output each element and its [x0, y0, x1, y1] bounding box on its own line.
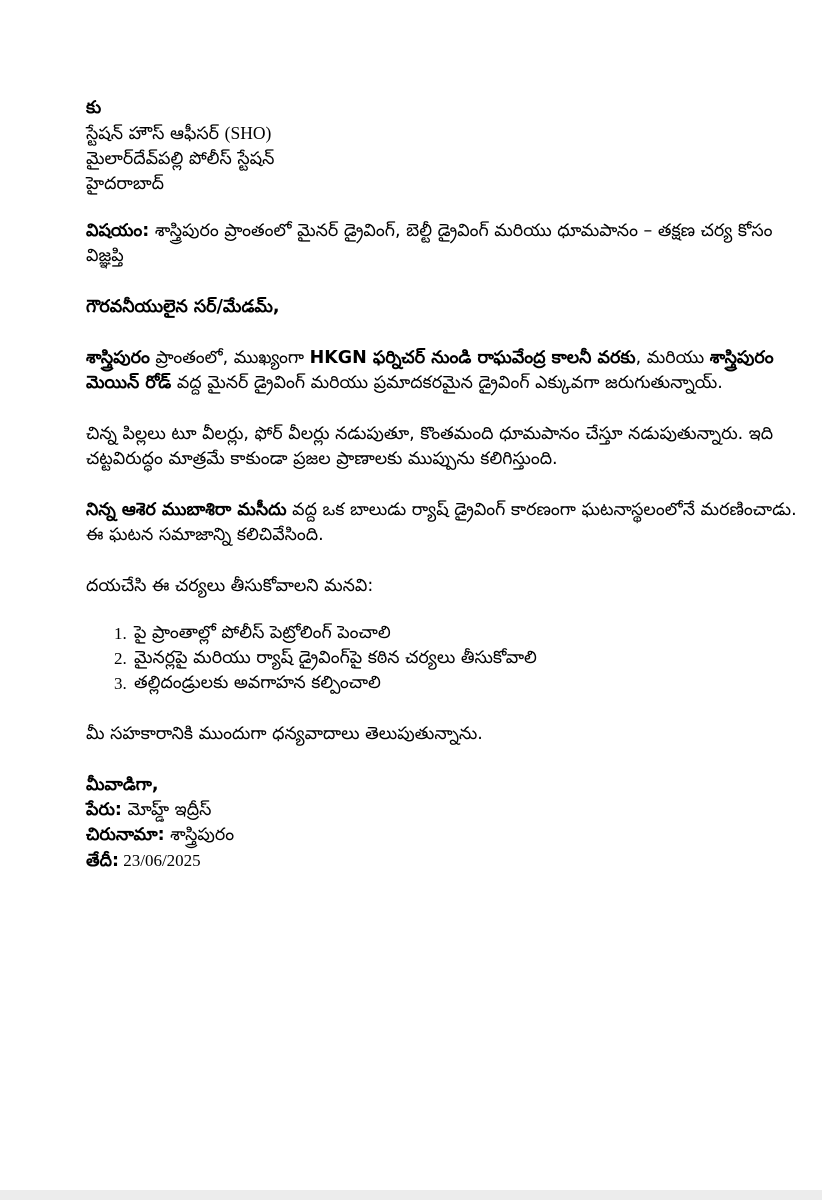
recipient-block	[86, 96, 802, 197]
signature-closing: మీవాడిగా,	[86, 775, 159, 795]
subject-label: విషయం:	[86, 221, 150, 241]
list-text: తల్లిదండ్రులకు అవగాహన కల్పించాలి	[134, 673, 381, 693]
date-label: తేదీ:	[86, 851, 119, 871]
salutation: గౌరవనీయులైన సర్/మేడమ్,	[86, 297, 280, 317]
thanks-line: మీ సహకారానికి ముందుగా ధన్యవాదాలు తెలుపుతున్నాను.	[86, 724, 483, 744]
p1-text-3: వద్ద మైనర్ డ్రైవింగ్ మరియు ప్రమాదకరమైన డ్రైవింగ్ ఎక్కువగా జరుగుతున్నాయ్.	[171, 373, 723, 393]
p1-bold-1: శాస్త్రిపురం	[86, 348, 150, 368]
signature-name	[86, 798, 802, 823]
p1-text-2: , మరియు	[635, 348, 710, 368]
p3-bold-1: నిన్న ఆశెర ముబాశిరా మసీదు	[86, 500, 287, 520]
list-number: 1.	[114, 624, 127, 643]
subject-text: శాస్త్రిపురం ప్రాంతంలో మైనర్ డ్రైవింగ్, బెల్టీ డ్రైవింగ్ మరియు ధూమపానం – తక్షణ చర్య కోసం విజ్ఞప్తి	[86, 221, 773, 266]
list-number: 3.	[114, 674, 127, 693]
paragraph-1	[86, 346, 802, 396]
recipient-line-1	[86, 121, 802, 147]
page-bottom-edge	[0, 1190, 822, 1200]
paragraph-2: చిన్న పిల్లలు టూ వీలర్లు, ఫోర్ వీలర్లు నడుపుతూ, కొంతమంది ధూమపానం చేస్తూ నడుపుతున్నారు. ఇది చట్టవిరుద్ధం మాత్రమే కాకుండా ప్రజల ప్రాణాలకు ముప్పును కలిగిస్తుంది.	[86, 424, 774, 469]
list-item	[114, 621, 802, 646]
signature-address	[86, 823, 802, 848]
address-value: శాస్త్రిపురం	[164, 825, 235, 845]
paragraph-3	[86, 498, 802, 548]
list-text: మైనర్లపై మరియు ర్యాష్ డ్రైవింగ్‌పై కఠిన చర్యలు తీసుకోవాలి	[134, 648, 537, 668]
address-label: చిరునామా:	[86, 825, 165, 845]
p1-bold-2: HKGN ఫర్నిచర్ నుండి రాఘవేంద్ర కాలనీ వరకు	[309, 348, 636, 368]
subject-block	[86, 219, 802, 269]
signature-block	[86, 773, 802, 874]
recipient-line-2: మైలార్‌దేవ్‌పల్లి పోలీస్ స్టేషన్	[86, 149, 275, 169]
letter-body	[86, 96, 802, 874]
list-item	[114, 671, 802, 696]
recipient-office: స్టేషన్ హౌస్ ఆఫీసర్	[86, 124, 225, 144]
date-value: 23/06/2025	[118, 851, 201, 870]
name-value: మోహ్డ్ ఇద్రీస్	[121, 800, 212, 820]
list-item	[114, 646, 802, 671]
recipient-to: కు	[86, 98, 102, 118]
request-list	[86, 621, 802, 696]
list-text: పై ప్రాంతాల్లో పోలీస్ పెట్రోలింగ్ పెంచాలి	[134, 623, 391, 643]
p1-bold-3: శాస్త్రిపురం మెయిన్ రోడ్	[86, 348, 774, 393]
p3-text-1: వద్ద ఒక బాలుడు ర్యాష్ డ్రైవింగ్ కారణంగా ఘటనాస్థలంలోనే మరణించాడు. ఈ ఘటన సమాజాన్ని కలిచివేసింది.	[86, 500, 797, 545]
recipient-line-3: హైదరాబాద్	[86, 174, 164, 194]
p1-text-1: ప్రాంతంలో, ముఖ్యంగా	[149, 348, 310, 368]
signature-date	[86, 848, 802, 874]
list-number: 2.	[114, 649, 127, 668]
recipient-abbr: (SHO)	[224, 123, 272, 143]
request-intro: దయచేసి ఈ చర్యలు తీసుకోవాలని మనవి:	[86, 576, 374, 596]
name-label: పేరు:	[86, 800, 122, 820]
